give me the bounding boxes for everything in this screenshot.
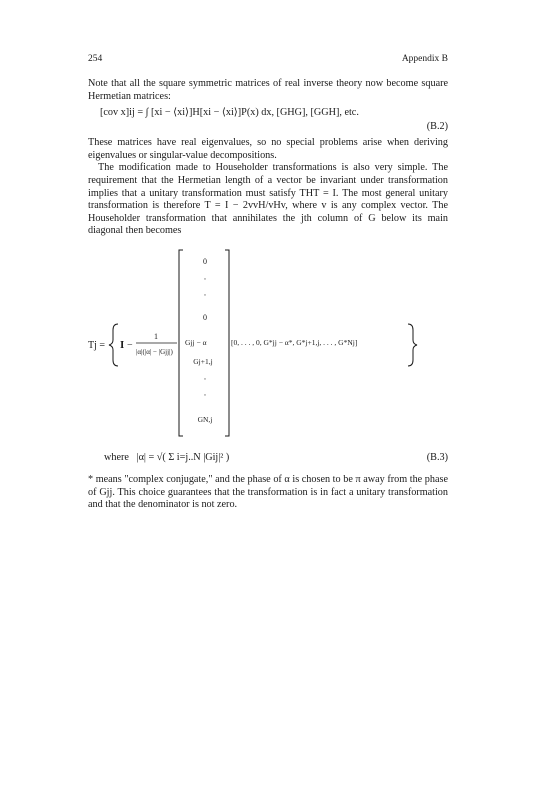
eq-identity: I <box>120 338 125 351</box>
frac-numerator: 1 <box>154 331 158 341</box>
col-right-bracket <box>225 250 229 436</box>
where-expression: |α| = √( Σ i=j..N |Gij|² ) <box>136 451 230 463</box>
right-brace <box>408 324 417 366</box>
left-brace <box>109 324 118 366</box>
col-entry: · <box>203 373 207 384</box>
page-header <box>88 54 448 68</box>
paragraph-3: The modification made to Householder transformations is also very simple. The requirement that the Hermetian length of a vector be invariant under transformation implies that a unitary transformation must satisfy THT = I. The most general unitary transformation is therefore T = I − 2vvH/vHv, where v is any complex vector. The Householder transformation that annihilates the jth column of G below its main diagonal then becomes <box>88 162 448 237</box>
col-entry: · <box>203 389 207 400</box>
eq-lhs: Tj = <box>88 339 106 351</box>
eq-minus: − <box>127 339 133 351</box>
col-entry: · <box>203 289 207 300</box>
page <box>88 54 448 512</box>
paragraph-2: These matrices have real eigenvalues, so no special problems arise when deriving eigenvalues or singular-value decompositions. <box>88 137 448 161</box>
page-number: 254 <box>88 54 103 64</box>
equation-b2-body: [cov x]ij = ∫ [xi − ⟨xi⟩]H[xi − ⟨xi⟩]P(x) dx, [GHG], [GGH], etc. <box>100 107 359 119</box>
col-entry: · <box>203 273 207 284</box>
equation-b3 <box>88 242 448 442</box>
running-head: Appendix B <box>401 54 448 64</box>
paragraph-1: Note that all the square symmetric matrices of real inverse theory now become square Hermetian matrices: <box>88 78 448 102</box>
equation-b2-number: (B.2) <box>426 121 448 133</box>
col-entry: 0 <box>203 312 207 322</box>
paragraph-4: * means "complex conjugate," and the phase of α is chosen to be π away from the phase of Gjj. This choice guarantees that the transformation is in fact a unitary transformation and that the denominator is not zero. <box>88 473 448 511</box>
where-label: where <box>104 451 129 463</box>
where-clause <box>88 442 448 472</box>
equation-b3-number: (B.3) <box>426 451 448 463</box>
col-entry: GN,j <box>197 414 213 424</box>
col-entry: 0 <box>203 256 207 266</box>
col-left-bracket <box>179 250 183 436</box>
equation-b3-figure <box>88 242 448 442</box>
col-entry: Gjj − α <box>185 337 207 347</box>
col-entry: Gj+1,j <box>193 356 213 366</box>
equation-b2 <box>88 107 448 135</box>
frac-denominator: |α|(|α| − |Gjj|) <box>136 347 173 356</box>
row-vector: [0, . . . , 0, G*jj − α*, G*j+1,j, . . . , G*Nj] <box>231 337 358 347</box>
